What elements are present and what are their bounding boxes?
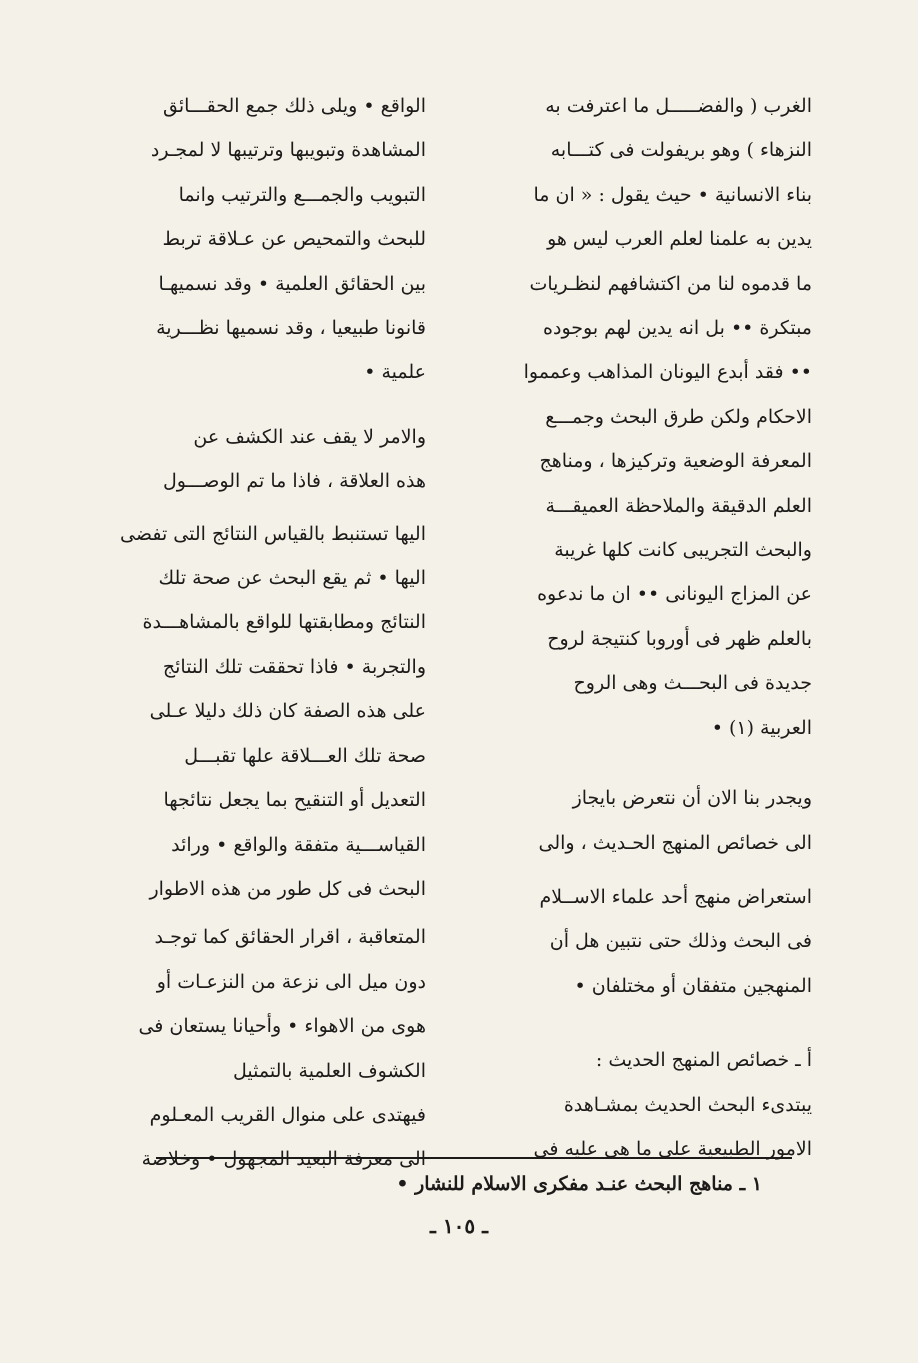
section-heading: أ ـ خصائص المنهج الحديث : (595, 1049, 812, 1072)
paragraph-gap (492, 750, 812, 776)
text-line: عن المزاج اليونانى •• ان ما ندعوه (537, 583, 812, 606)
text-line: يبتدىء البحث الحديث بمشـاهدة (563, 1093, 812, 1116)
footnote-divider (156, 1157, 792, 1159)
text-line: دون ميل الى نزعة من النزعـات أو (156, 970, 426, 993)
text-line: فى البحث وذلك حتى نتبين هل أن (549, 930, 812, 953)
section-heading-paragraph (492, 1038, 812, 1171)
paragraph (106, 84, 426, 395)
text-line: الامور الطبيعية على ما هى عليه فى (533, 1137, 812, 1160)
text-line: والبحث التجريبى كانت كلها غريبة (554, 539, 812, 562)
text-line: التبويب والجمـــع والترتيب وانما (178, 183, 426, 206)
text-line: بناء الانسانية • حيث يقول : « ان ما (533, 183, 812, 206)
text-line: •• فقد أبدع اليونان المذاهب وعمموا (523, 361, 812, 384)
text-line: المتعاقبة ، اقرار الحقائق كما توجـد (154, 926, 426, 949)
text-line: صحة تلك العـــلاقة علها تقبـــل (184, 744, 426, 767)
text-line: المعرفة الوضعية وتركيزها ، ومناهج (539, 450, 812, 473)
paragraph (106, 512, 426, 912)
text-line: النزهاء ) وهو بريفولت فى كتـــابه (550, 139, 812, 162)
text-line: هذه العلاقة ، فاذا ما تم الوصـــول (162, 470, 426, 493)
text-line: والتجربة • فاذا تحققت تلك النتائج (162, 655, 426, 678)
right-column (492, 84, 812, 1171)
text-line: المنهجين متفقان أو مختلفان • (574, 974, 812, 997)
left-column (106, 84, 426, 1182)
text-line: العربية (١) • (711, 716, 812, 739)
text-line: بين الحقائق العلمية • وقد نسميهـا (158, 272, 426, 295)
text-line: اليها • ثم يقع البحث عن صحة تلك (158, 567, 426, 590)
paragraph (106, 415, 426, 504)
text-line: على هذه الصفة كان ذلك دليلا عـلى (149, 700, 426, 723)
text-line: والامر لا يقف عند الكشف عن (193, 425, 426, 448)
text-line: الى خصائص المنهج الحـديث ، والى (538, 831, 812, 854)
text-line: التعديل أو التنقيح بما يجعل نتائجها (163, 789, 426, 812)
paragraph-gap (492, 865, 812, 875)
text-line: للبحث والتمحيص عن عـلاقة تربط (162, 228, 426, 251)
paragraph-gap (106, 504, 426, 512)
paragraph (106, 915, 426, 1181)
text-line: استعراض منهج أحد علماء الاســلام (539, 885, 812, 908)
text-line: اليها تستنبط بالقياس النتائج التى تفضى (120, 522, 426, 545)
text-line: بالعلم ظهر فى أوروبا كنتيجة لروح (547, 627, 812, 650)
paragraph (492, 84, 812, 750)
text-line: الى معرفة البعيد المجهول • وخلاصة (141, 1148, 426, 1171)
paragraph-gap (106, 395, 426, 415)
paragraph (492, 776, 812, 865)
text-line: ما قدموه لنا من اكتشافهم لنظـريات (529, 272, 812, 295)
text-line: البحث فى كل طور من هذه الاطوار (149, 877, 426, 900)
paragraph-gap (492, 1008, 812, 1038)
text-line: الواقع • ويلى ذلك جمع الحقـــائق (162, 95, 426, 117)
paragraph (492, 875, 812, 1008)
text-line: ويجدر بنا الان أن نتعرض بايجاز (572, 787, 812, 810)
text-line: قانونا طبيعيا ، وقد نسميها نظـــرية (156, 317, 426, 340)
text-line: العلم الدقيقة والملاحظة العميقـــة (545, 494, 812, 517)
text-line: القياســـية متفقة والواقع • ورائد (171, 833, 426, 856)
text-line: المشاهدة وتبويبها وترتيبها لا لمجـرد (150, 139, 426, 162)
page-number: ـ ١٠٥ ـ (430, 1214, 488, 1238)
text-line: الكشوف العلمية بالتمثيل (233, 1059, 426, 1082)
text-line: علمية • (364, 361, 426, 384)
text-line: يدين به علمنا لعلم العرب ليس هو (547, 228, 812, 251)
text-line: النتائج ومطابقتها للواقع بالمشاهـــدة (142, 611, 426, 634)
text-line: مبتكرة •• بل انه يدين لهم بوجوده (543, 317, 812, 340)
footnote: ١ ـ مناهج البحث عنـد مفكرى الاسلام للنشار • (396, 1173, 762, 1195)
text-line: هوى من الاهواء • وأحيانا يستعان فى (138, 1015, 426, 1038)
text-line: فيهتدى على منوال القريب المعـلوم (149, 1103, 426, 1126)
text-line: الغرب ( والفضـــــل ما اعترفت به (545, 95, 812, 117)
text-line: الاحكام ولكن طرق البحث وجمـــع (545, 405, 812, 428)
text-line: جديدة فى البحـــث وهى الروح (573, 672, 812, 695)
